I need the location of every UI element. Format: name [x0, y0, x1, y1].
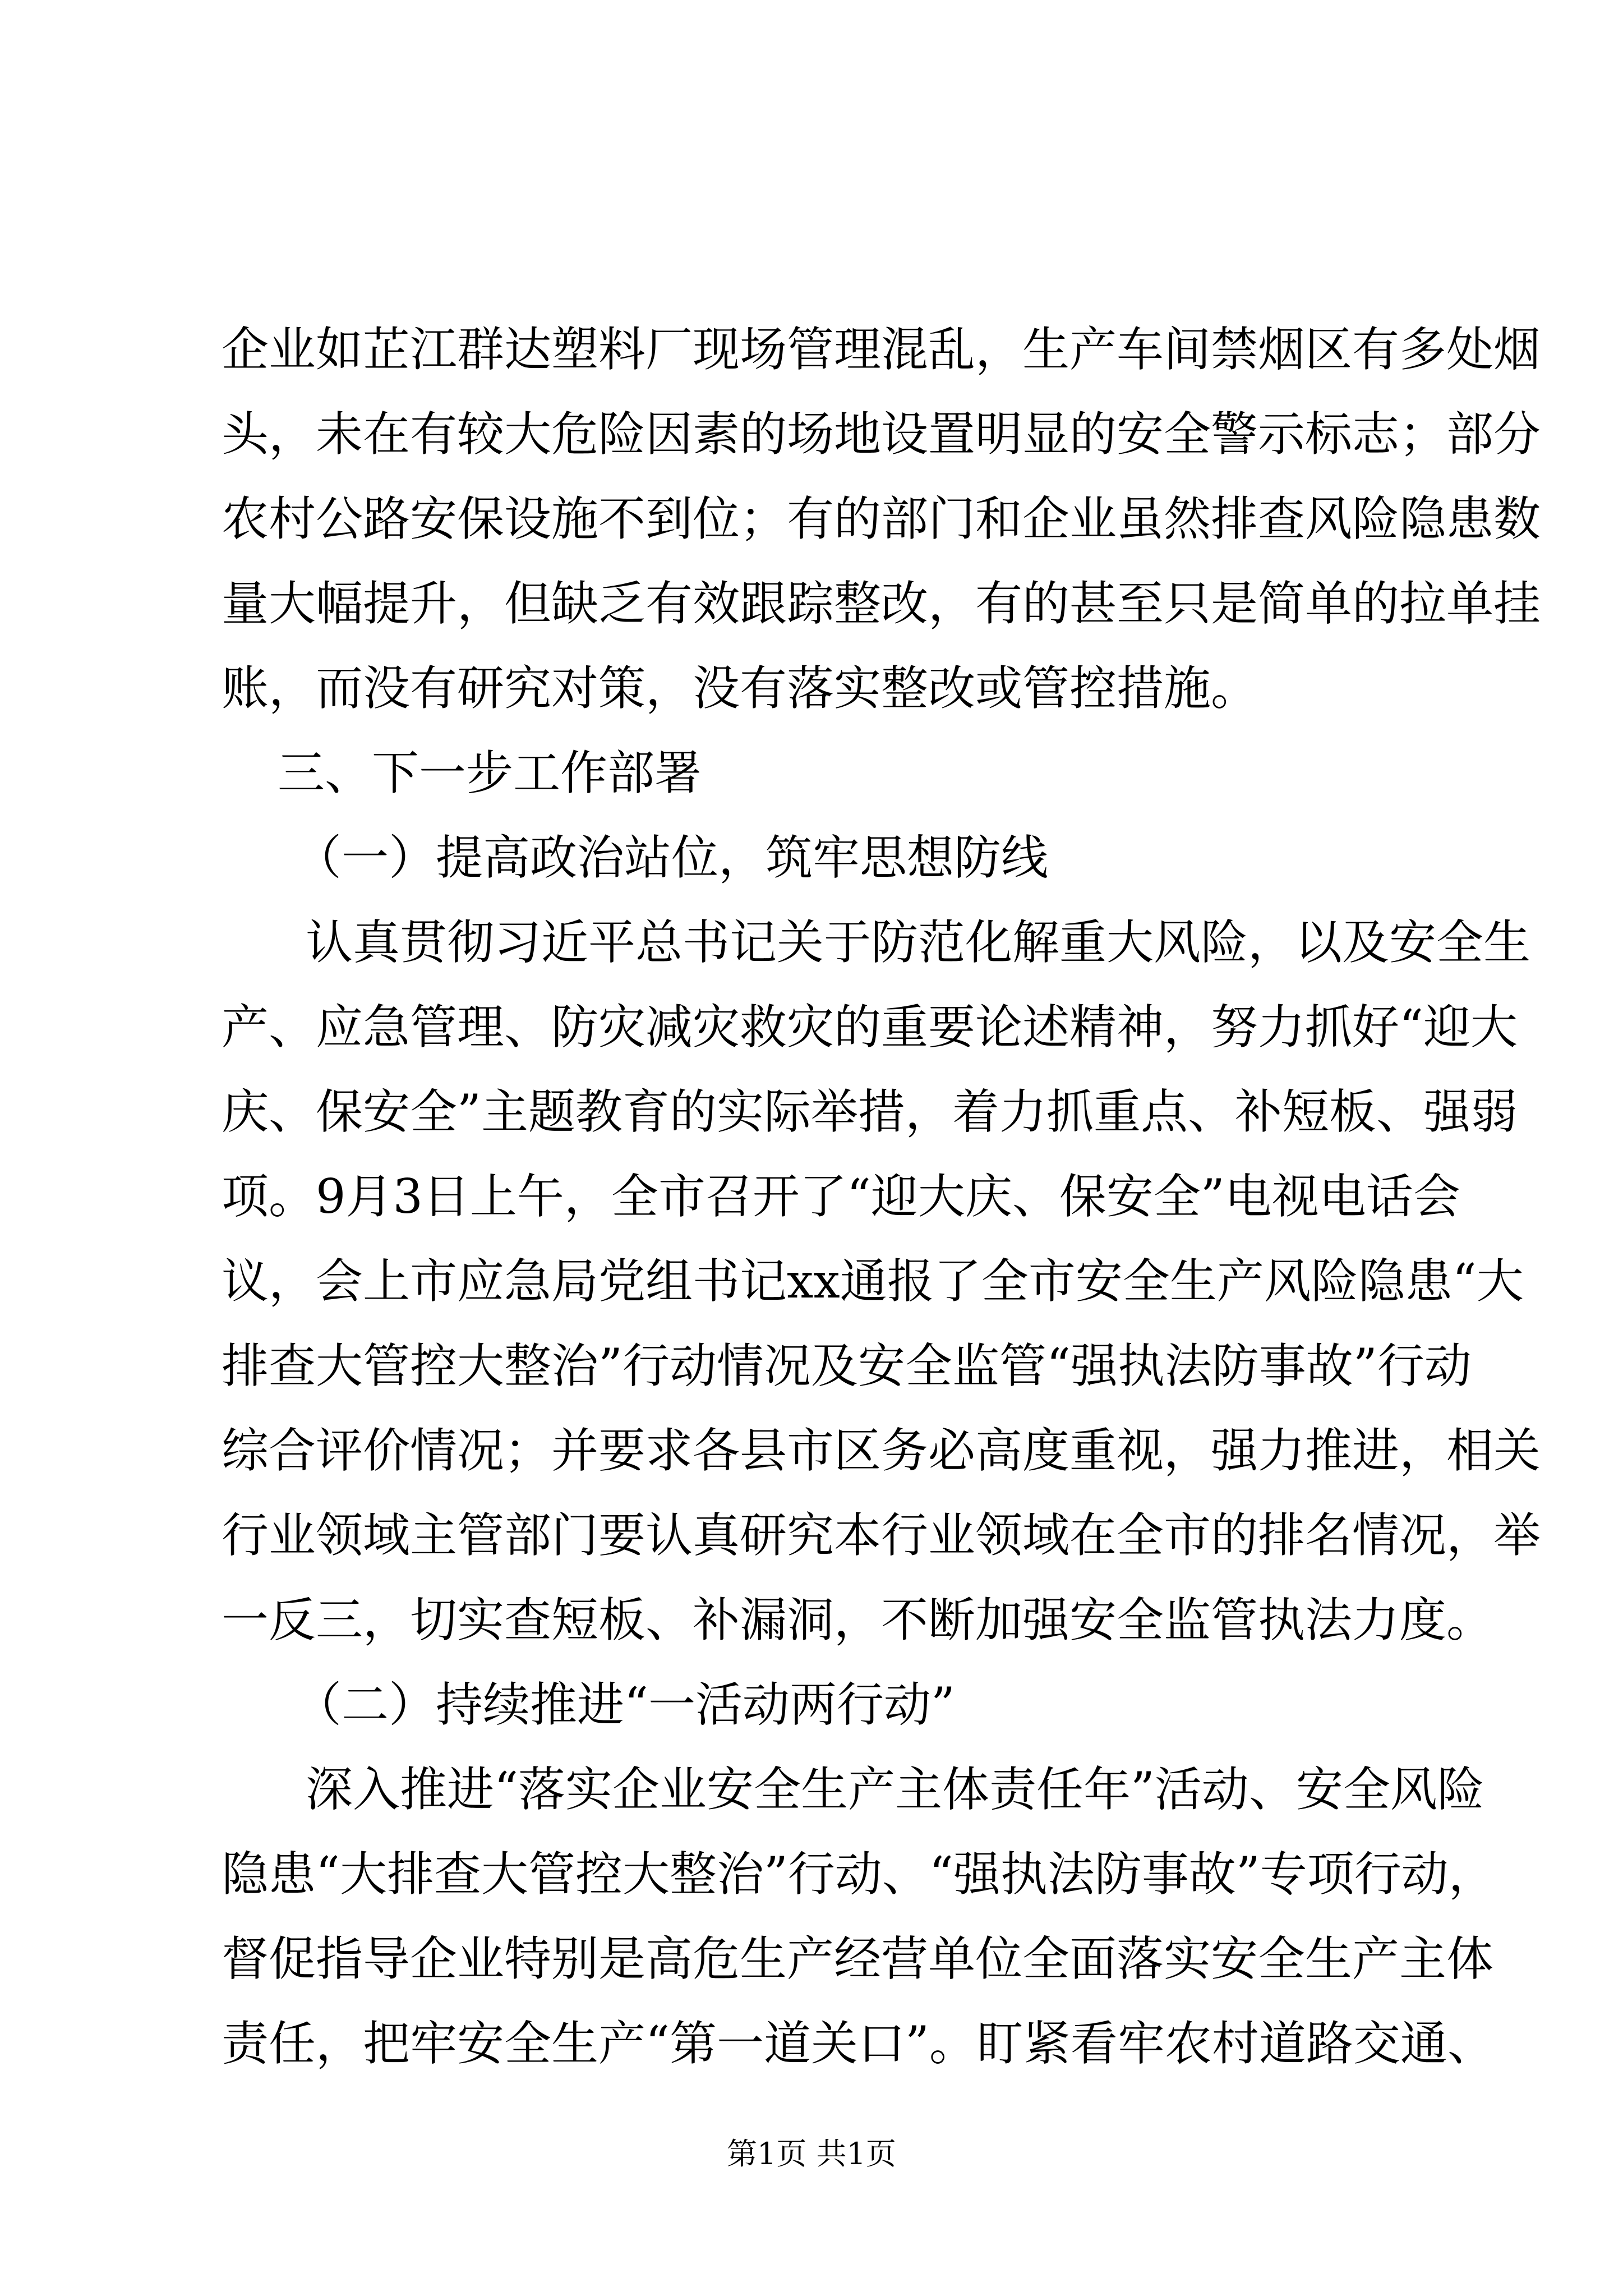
paragraph-line: 量大幅提升，但缺乏有效跟踪整改，有的甚至只是简单的拉单挂	[222, 576, 1541, 631]
page-footer: 第1页 共1页	[727, 2136, 896, 2171]
paragraph-line: 督促指导企业特别是高危生产经营单位全面落实安全生产主体	[222, 1931, 1494, 1986]
paragraph-line: 账，而没有研究对策，没有落实整改或管控措施。	[222, 661, 1258, 716]
paragraph-line: 庆、保安全”主题教育的实际举措，着力抓重点、补短板、强弱	[222, 1084, 1518, 1139]
subsection-heading: （二）持续推进“一活动两行动”	[294, 1677, 955, 1732]
paragraph-line: 一反三，切实查短板、补漏洞，不断加强安全监管执法力度。	[222, 1593, 1494, 1648]
document-body	[222, 307, 1541, 2086]
section-heading: 三、下一步工作部署	[278, 746, 702, 800]
paragraph-line: 排查大管控大整治”行动情况及安全监管“强执法防事故”行动	[222, 1338, 1472, 1393]
paragraph-line: 认真贯彻习近平总书记关于防范化解重大风险，以及安全生	[306, 915, 1531, 970]
paragraph-line: 综合评价情况；并要求各县市区务必高度重视，强力推进，相关	[222, 1423, 1541, 1478]
paragraph-line: 隐患“大排查大管控大整治”行动、“强执法防事故”专项行动，	[222, 1847, 1496, 1902]
paragraph-line: 头，未在有较大危险因素的场地设置明显的安全警示标志；部分	[222, 407, 1541, 462]
paragraph-line: 农村公路安保设施不到位；有的部门和企业虽然排查风险隐患数	[222, 491, 1541, 546]
paragraph-line: 项。9月3日上午，全市召开了“迎大庆、保安全”电视电话会	[222, 1169, 1460, 1224]
paragraph-line: 产、应急管理、防灾减灾救灾的重要论述精神，努力抓好“迎大	[222, 1000, 1518, 1055]
paragraph-line: 深入推进“落实企业安全生产主体责任年”活动、安全风险	[306, 1762, 1484, 1817]
paragraph-line: 行业领域主管部门要认真研究本行业领域在全市的排名情况，举	[222, 1508, 1541, 1563]
paragraph-line: 企业如芷江群达塑料厂现场管理混乱，生产车间禁烟区有多处烟	[222, 322, 1541, 377]
subsection-heading: （一）提高政治站位，筑牢思想防线	[294, 830, 1049, 885]
paragraph-line: 责任，把牢安全生产“第一道关口”。盯紧看牢农村道路交通、	[222, 2016, 1495, 2071]
paragraph-line: 议，会上市应急局党组书记xx通报了全市安全生产风险隐患“大	[222, 1254, 1524, 1309]
